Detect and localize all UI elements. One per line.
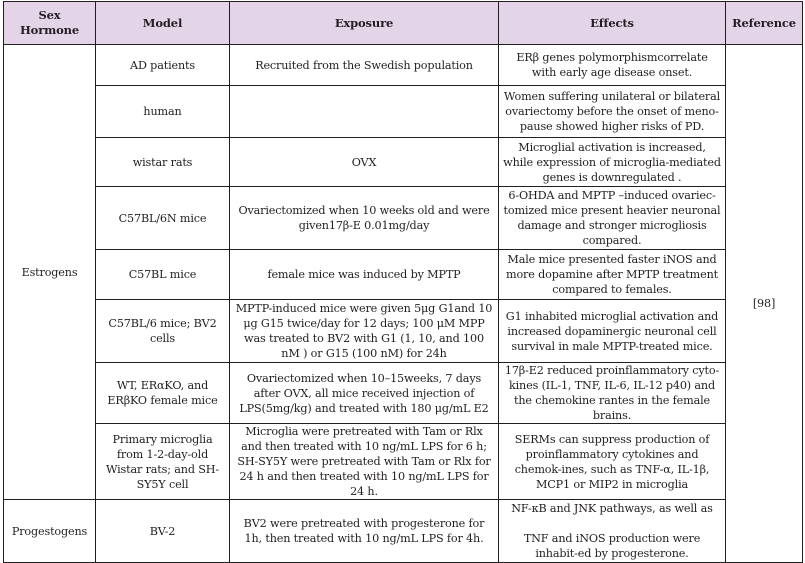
exposure-cell [230, 86, 499, 138]
header-row [4, 2, 803, 45]
effects-cell [499, 500, 726, 563]
model-cell: WT, ERαKO, and ERβKO female mice [96, 363, 230, 424]
table-row [4, 300, 803, 363]
effects-cell: 6-OHDA and MPTP –induced ovariec-tomized mice present heavier neuronal damage and stronger microgliosis compared. [499, 187, 726, 250]
hormone-cell-progestogens: Progestogens [4, 500, 96, 563]
model-cell: human [96, 86, 230, 138]
exposure-cell: Ovariectomized when 10–15weeks, 7 days after OVX, all mice received injection of LPS(5mg/kg) and treated with 180 μg/mL E2 [230, 363, 499, 424]
effects-cell: Male mice presented faster iNOS and more dopamine after MPTP treatment compared to females. [499, 250, 726, 300]
exposure-cell: Recruited from the Swedish population [230, 45, 499, 86]
exposure-cell: female mice was induced by MPTP [230, 250, 499, 300]
table-row [4, 363, 803, 424]
header-sex-hormone: Sex Hormone [4, 2, 96, 45]
model-cell: C57BL/6 mice; BV2 cells [96, 300, 230, 363]
effects-cell: 17β-E2 reduced proinflammatory cyto-kines (IL-1, TNF, IL-6, IL-12 p40) and the chemokine rantes in the female brains. [499, 363, 726, 424]
hormone-studies-table [3, 1, 803, 563]
header-model: Model [96, 2, 230, 45]
table-row [4, 187, 803, 250]
model-cell: wistar rats [96, 138, 230, 187]
table-row [4, 86, 803, 138]
table-row [4, 424, 803, 500]
table-row [4, 250, 803, 300]
exposure-cell: OVX [230, 138, 499, 187]
exposure-cell: MPTP-induced mice were given 5μg G1and 10 μg G15 twice/day for 12 days; 100 μM MPP was treated to BV2 with G1 (1, 10, and 100 nM ) or G15 (100 nM) for 24h [230, 300, 499, 363]
header-effects: Effects [499, 2, 726, 45]
effects-cell: SERMs can suppress production of proinflammatory cytokines and chemok-ines, such as TNF-α, IL-1β, MCP1 or MIP2 in microglia [499, 424, 726, 500]
effects-cell: Women suffering unilateral or bilateral ovariectomy before the onset of meno-pause showed higher risks of PD. [499, 86, 726, 138]
effects-cell: ERβ genes polymorphismcorrelate with early age disease onset. [499, 45, 726, 86]
model-cell: C57BL mice [96, 250, 230, 300]
effects-cell: Microglial activation is increased, while expression of microglia-mediated genes is downregulated . [499, 138, 726, 187]
table-row [4, 138, 803, 187]
effects-line: TNF and iNOS production were inhabit-ed by progesterone. [523, 532, 701, 560]
table-row [4, 45, 803, 86]
table-row [4, 500, 803, 563]
table-header [4, 2, 803, 45]
exposure-cell: Microglia were pretreated with Tam or Rlx and then treated with 10 ng/mL LPS for 6 h; SH-SY5Y were pretreated with Tam or Rlx for 24 h and then treated with 10 ng/mL LPS for 24 h. [230, 424, 499, 500]
exposure-cell: BV2 were pretreated with progesterone for 1h, then treated with 10 ng/mL LPS for 4h. [230, 500, 499, 563]
reference-cell [726, 45, 803, 563]
reference-citation: [98] [752, 297, 776, 310]
hormone-cell-estrogens: Estrogens [4, 45, 96, 500]
exposure-cell: Ovariectomized when 10 weeks old and were given17β-E 0.01mg/day [230, 187, 499, 250]
header-exposure: Exposure [230, 2, 499, 45]
table-body [4, 45, 803, 563]
header-reference: Reference [726, 2, 803, 45]
effects-line: NF-κB and JNK pathways, as well as [511, 502, 713, 515]
model-cell: BV-2 [96, 500, 230, 563]
model-cell: AD patients [96, 45, 230, 86]
model-cell: Primary microglia from 1-2-day-old Wistar rats; and SH-SY5Y cell [96, 424, 230, 500]
model-cell: C57BL/6N mice [96, 187, 230, 250]
effects-cell: G1 inhabited microglial activation and increased dopaminergic neuronal cell survival in male MPTP-treated mice. [499, 300, 726, 363]
